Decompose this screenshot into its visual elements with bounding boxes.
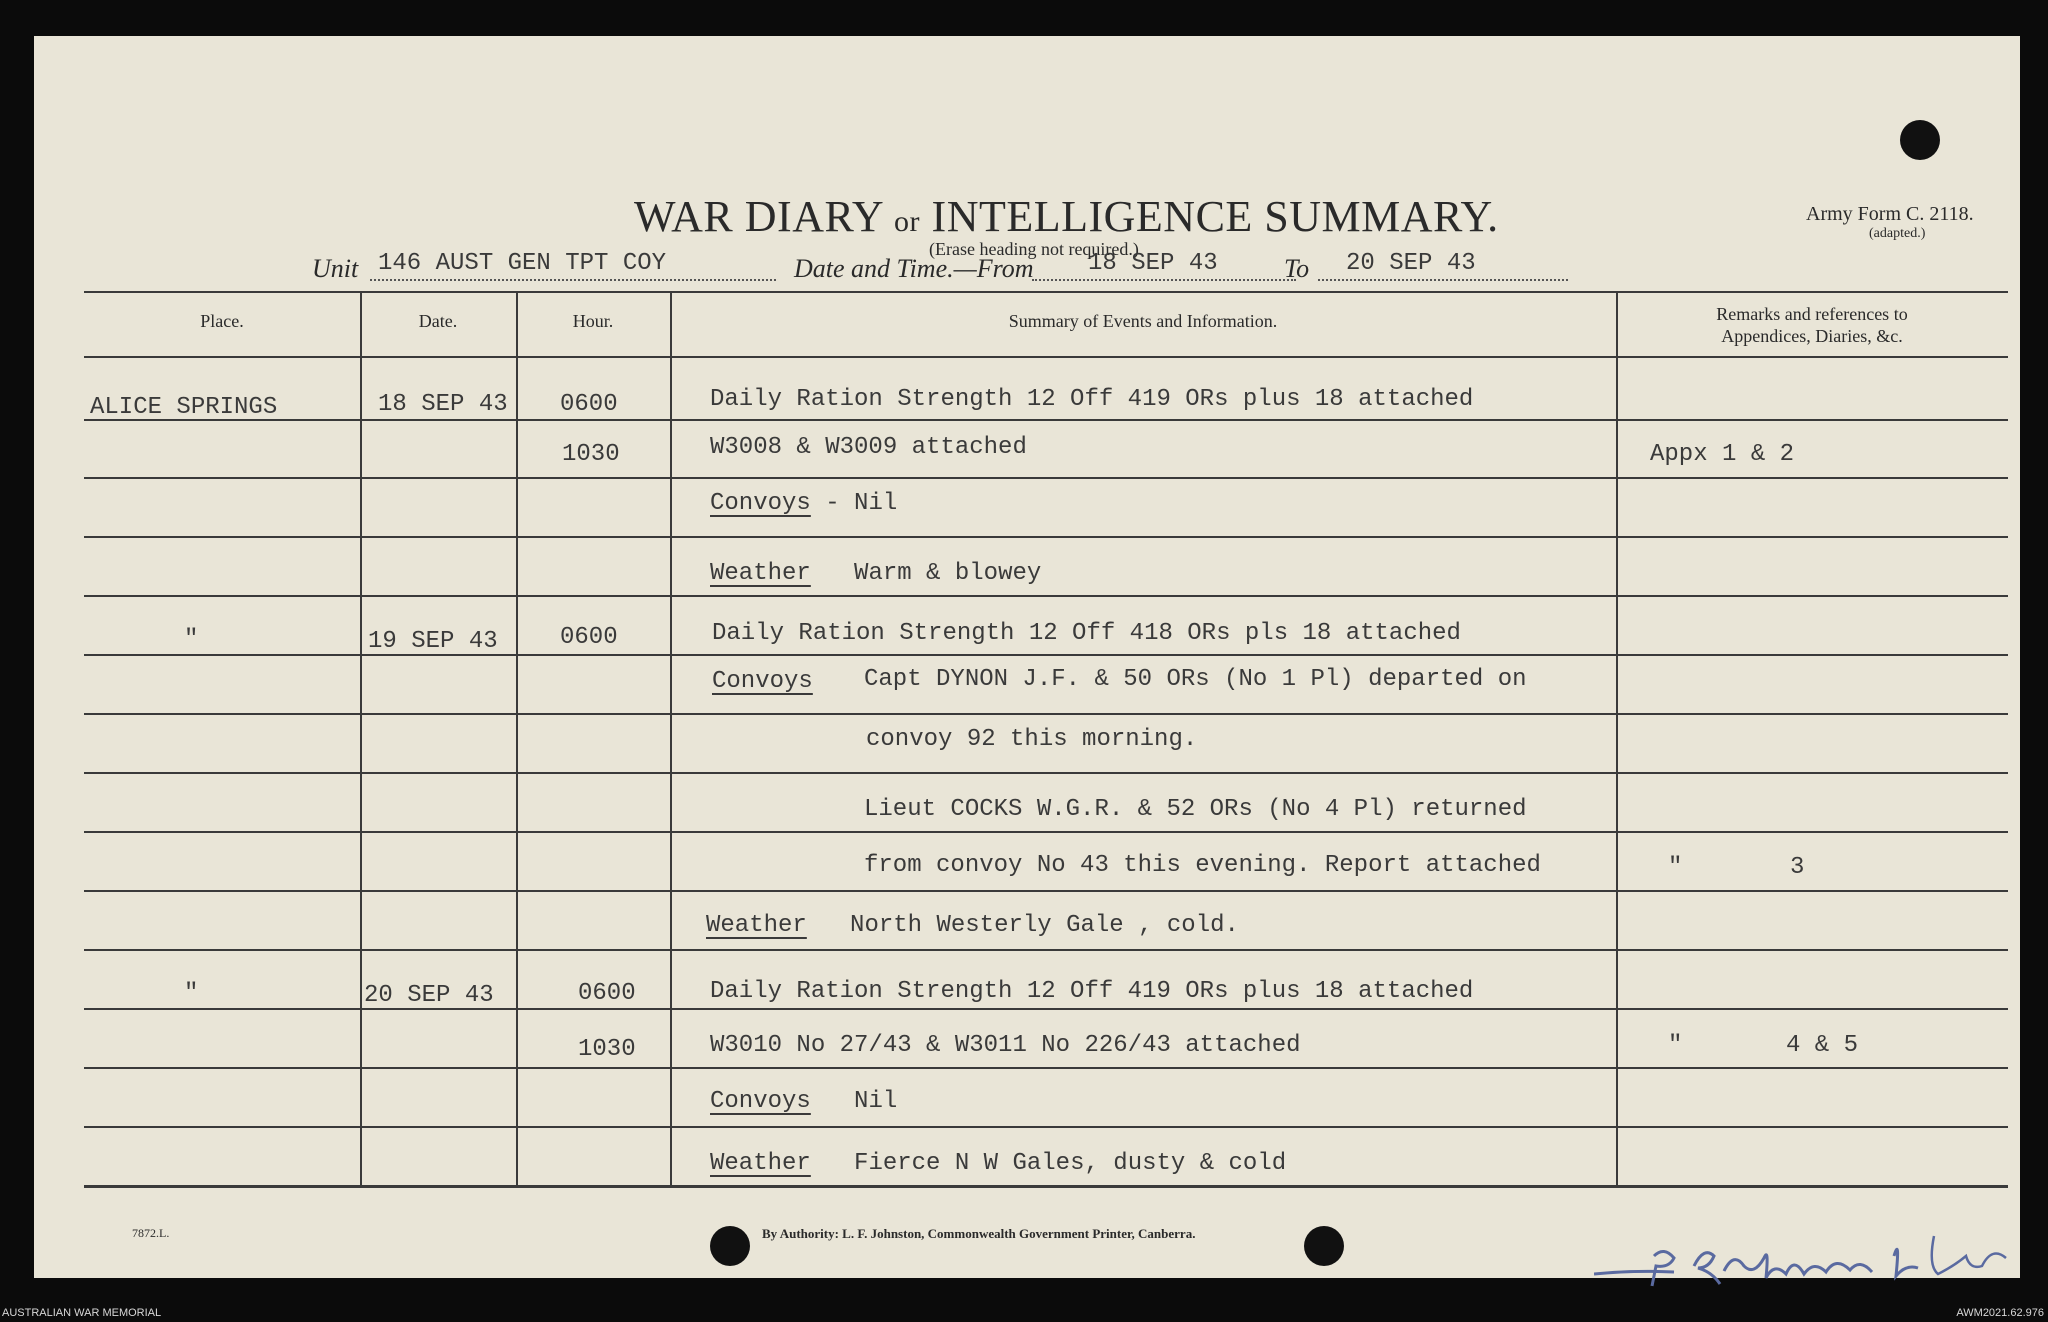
date-cell: 19 SEP 43 [368,628,498,655]
summary-line [710,1150,1286,1177]
summary-line: Daily Ration Strength 12 Off 419 ORs plus 18 attached [710,386,1474,413]
summary-keyword: Convoys [710,490,811,517]
column-header-hour: Hour. [572,311,614,331]
summary-line: Daily Ration Strength 12 Off 419 ORs plus 18 attached [710,978,1474,1005]
army-form-adapted: (adapted.) [1869,226,1926,241]
remarks-cell: Appx 1 & 2 [1650,441,1795,468]
summary-keyword: Convoys [710,1088,811,1115]
summary-line: Daily Ration Strength 12 Off 418 ORs pls 18 attached [712,620,1461,647]
hour-cell: 0600 [578,980,636,1007]
remarks-cell: 3 [1790,854,1805,881]
summary-text: Nil [854,1088,898,1115]
summary-line [706,912,1239,939]
column-header-summary: Summary of Events and Information. [1008,311,1278,331]
from-value: 18 SEP 43 [1088,250,1218,277]
page-title [634,191,1499,242]
page-subtitle: (Erase heading not required.) [929,239,1139,259]
archive-label-right: AWM2021.62.976 [1956,1307,2044,1319]
unit-dotted-line [370,279,776,281]
summary-line [710,1088,897,1115]
remarks-ditto-mark: " [1668,854,1683,881]
hour-cell: 0600 [560,624,618,651]
summary-line [710,490,897,517]
handwritten-signature [1594,1216,2034,1306]
hour-cell: 1030 [562,441,620,468]
summary-keyword: Convoys [712,668,813,695]
column-header-date: Date. [418,311,458,331]
to-label: To [1284,254,1310,283]
unit-value: 146 AUST GEN TPT COY [378,250,667,277]
from-dotted-line [1032,279,1296,281]
punch-hole-bottom-left [710,1226,750,1266]
title-part-1: WAR DIARY [634,192,883,241]
summary-line: from convoy No 43 this evening. Report attached [864,852,1541,879]
column-header-remarks-line2: Appendices, Diaries, &c. [1721,326,1903,346]
column-header-place: Place. [200,311,244,331]
title-part-2: INTELLIGENCE SUMMARY. [931,192,1499,241]
summary-line [710,560,1041,587]
date-time-label: Date and Time.—From [794,254,1034,283]
place-ditto-mark: " [184,626,199,653]
summary-keyword: Weather [710,1150,811,1177]
form-number: 7872.L. [132,1226,170,1240]
summary-line: W3010 No 27/43 & W3011 No 226/43 attached [710,1032,1301,1059]
diary-page [34,36,2020,1278]
to-dotted-line [1318,279,1568,281]
summary-text: - Nil [810,490,898,517]
hour-cell: 0600 [560,391,618,418]
army-form-number: Army Form C. 2118. [1806,203,1974,225]
summary-text: Warm & blowey [854,560,1042,587]
place-ditto-mark: " [184,980,199,1007]
archive-label-left: AUSTRALIAN WAR MEMORIAL [2,1307,162,1319]
summary-keyword: Weather [710,560,811,587]
summary-text: North Westerly Gale , cold. [850,912,1239,939]
summary-line: Capt DYNON J.F. & 50 ORs (No 1 Pl) departed on [864,666,1527,693]
hour-cell: 1030 [578,1036,636,1063]
punch-hole-bottom-right [1304,1226,1344,1266]
summary-line: Lieut COCKS W.G.R. & 52 ORs (No 4 Pl) returned [864,796,1527,823]
place-cell: ALICE SPRINGS [90,394,278,421]
summary-line: W3008 & W3009 attached [710,434,1027,461]
unit-label: Unit [312,254,359,283]
remarks-ditto-mark: " [1668,1032,1683,1059]
to-value: 20 SEP 43 [1346,250,1476,277]
punch-hole-top-right [1900,120,1940,160]
summary-line: convoy 92 this morning. [866,726,1198,753]
remarks-cell: 4 & 5 [1786,1032,1859,1059]
date-cell: 20 SEP 43 [364,982,494,1009]
date-cell: 18 SEP 43 [378,391,508,418]
title-or: or [894,205,921,238]
summary-text: Fierce N W Gales, dusty & cold [854,1150,1287,1177]
column-header-remarks-line1: Remarks and references to [1716,304,1908,324]
summary-keyword: Weather [706,912,807,939]
printer-authority: By Authority: L. F. Johnston, Commonwealth Government Printer, Canberra. [762,1226,1196,1241]
